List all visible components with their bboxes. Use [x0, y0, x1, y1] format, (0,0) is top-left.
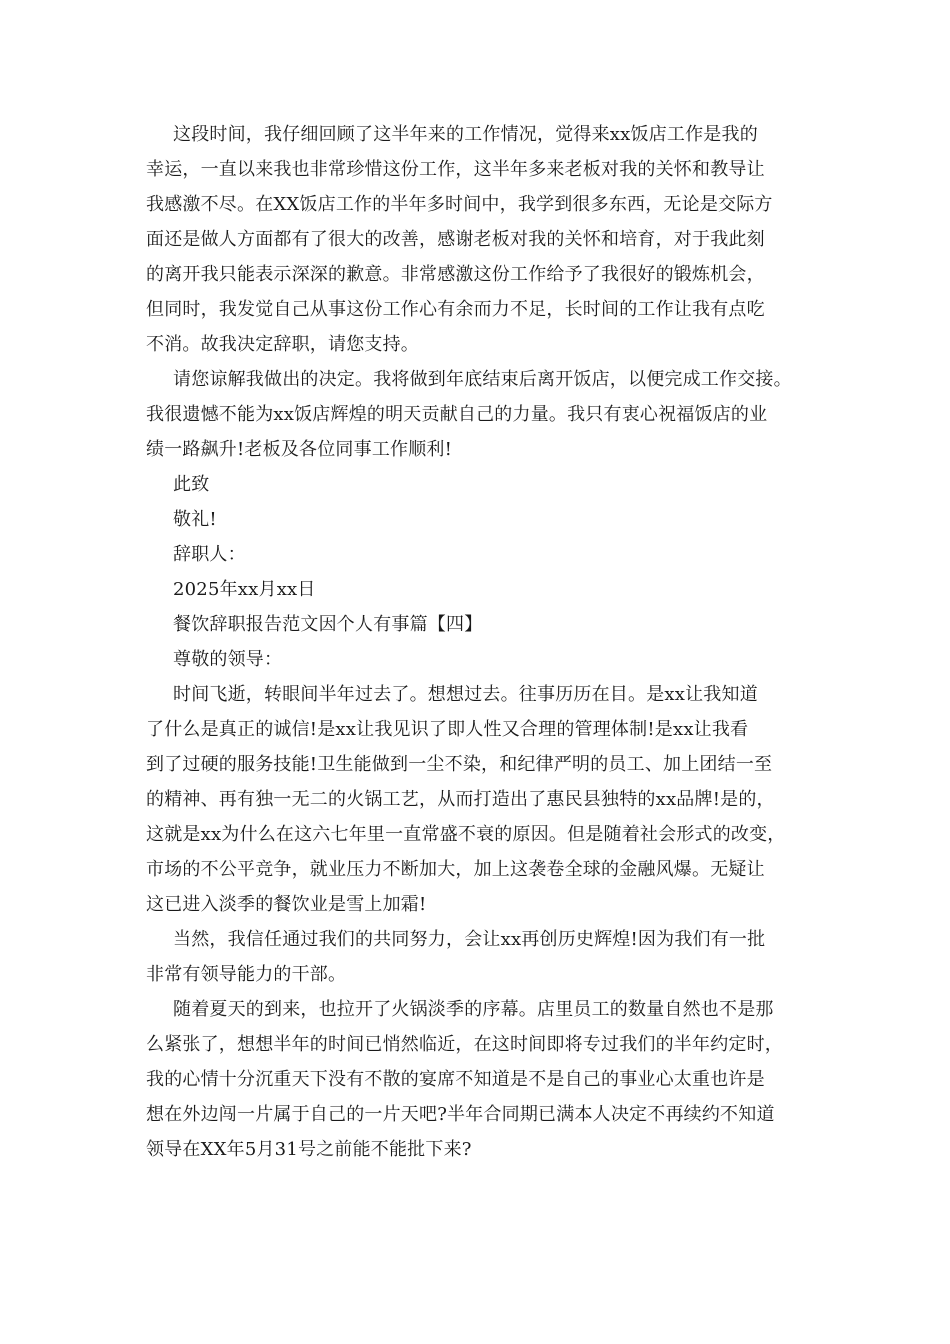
text-line: 我的心情十分沉重天下没有不散的宴席不知道是不是自己的事业心太重也许是 — [146, 1069, 765, 1090]
text-line: 绩一路飙升!老板及各位同事工作顺利! — [146, 439, 453, 460]
text-line: 但同时，我发觉自己从事这份工作心有余而力不足，长时间的工作让我有点吃 — [146, 299, 765, 320]
text-line: 领导在XX年5月31号之前能不能批下来? — [146, 1139, 472, 1160]
greeting-line: 尊敬的领导： — [173, 649, 283, 670]
date-line: 2025年xx月xx日 — [173, 579, 316, 600]
text-line: 我感激不尽。在XX饭店工作的半年多时间中，我学到很多东西，无论是交际方 — [146, 194, 773, 215]
text-line: 这段时间，我仔细回顾了这半年来的工作情况，觉得来xx饭店工作是我的 — [173, 124, 758, 145]
text-line: 不消。故我决定辞职，请您支持。 — [146, 334, 419, 355]
text-line: 的离开我只能表示深深的歉意。非常感激这份工作给予了我很好的锻炼机会， — [146, 264, 765, 285]
text-line: 随着夏天的到来，也拉开了火锅淡季的序幕。店里员工的数量自然也不是那 — [173, 999, 774, 1020]
text-line: 想在外边闯一片属于自己的一片天吧?半年合同期已满本人决定不再续约不知道 — [146, 1104, 775, 1125]
text-line: 时间飞逝，转眼间半年过去了。想想过去。往事历历在目。是xx让我知道 — [173, 684, 758, 705]
text-line: 面还是做人方面都有了很大的改善，感谢老板对我的关怀和培育，对于我此刻 — [146, 229, 765, 250]
closing-line: 此致 — [173, 474, 210, 495]
text-line: 到了过硬的服务技能!卫生能做到一尘不染，和纪律严明的员工、加上团结一至 — [146, 754, 773, 775]
text-line: 市场的不公平竞争，就业压力不断加大，加上这袭卷全球的金融风爆。无疑让 — [146, 859, 765, 880]
text-line: 幸运，一直以来我也非常珍惜这份工作，这半年多来老板对我的关怀和教导让 — [146, 159, 765, 180]
salutation-line: 敬礼! — [173, 509, 217, 530]
text-line: 么紧张了，想想半年的时间已悄然临近，在这时间即将专过我们的半年约定时， — [146, 1034, 783, 1055]
signature-label: 辞职人： — [173, 544, 246, 565]
text-line: 了什么是真正的诚信!是xx让我见识了即人性又合理的管理体制!是xx让我看 — [146, 719, 749, 740]
text-line: 我很遗憾不能为xx饭店辉煌的明天贡献自己的力量。我只有衷心祝福饭店的业 — [146, 404, 768, 425]
text-line: 当然，我信任通过我们的共同努力，会让xx再创历史辉煌!因为我们有一批 — [173, 929, 766, 950]
section-heading: 餐饮辞职报告范文因个人有事篇【四】 — [173, 614, 483, 635]
text-line: 请您谅解我做出的决定。我将做到年底结束后离开饭店，以便完成工作交接。 — [173, 369, 792, 390]
text-line: 非常有领导能力的干部。 — [146, 964, 347, 985]
text-line: 这就是xx为什么在这六七年里一直常盛不衰的原因。但是随着社会形式的改变， — [146, 824, 786, 845]
text-line: 这已进入淡季的餐饮业是雪上加霜! — [146, 894, 427, 915]
text-line: 的精神、再有独一无二的火锅工艺，从而打造出了惠民县独特的xx品牌!是的， — [146, 789, 775, 810]
